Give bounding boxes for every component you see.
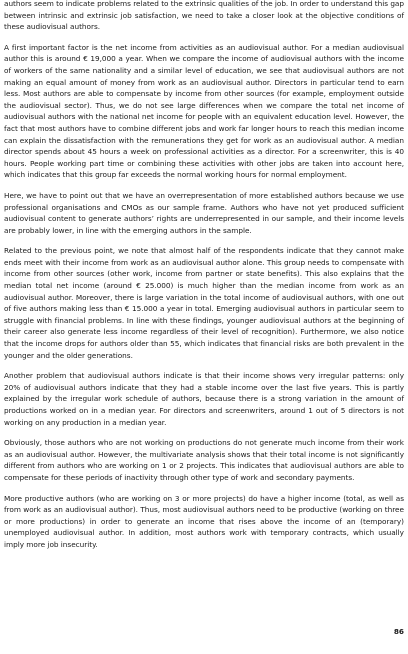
paragraph-intro-continued: authors seem to indicate problems related to the extrinsic qualities of the job. In order to understand this gap between intrinsic and extrinsic job satisfaction, we need to take a closer look at the objective conditions of these audiovisual authors.	[4, 0, 404, 32]
paragraph-making-ends-meet: Related to the previous point, we note that almost half of the respondents indicate that they cannot make ends meet with their income from work as an audiovisual author alone. This group needs to compensate with income from other sources (other work, income from partner or state benefits). This also explains that the median total net income (around € 25.000) is much higher than the median income from work as an audiovisual author. Moreover, there is large variation in the total income of audiovisual authors, with one out of five authors making less than € 15.000 a year in total. Emerging audiovisual authors in particular seem to struggle with financial problems. In line with these findings, younger audiovisual authors at the beginning of their career also generate less income regardless of their level of recognition). Furthermore, we also notice that the income drops for authors older than 55, which indicates that financial risks are both prevalent in the younger and the older generations.	[4, 246, 404, 360]
page-number: 86	[393, 627, 404, 636]
document-page	[4, 0, 404, 654]
paragraph-net-income: A first important factor is the net income from activities as an audiovisual author. For a median audiovisual author this is around € 19,000 a year. When we compare the income of audiovisual authors with the income of workers of the same nationality and a similar level of education, we see that audiovisual authors are not making an equal amount of money from work as an audiovisual author. Directors in particular tend to earn less. Most authors are able to compensate by income from other sources (for example, employment outside the audiovisual sector). Thus, we do not see large differences when we compare the total net income of audiovisual authors with the national net income for people with an equivalent education level. However, the fact that most authors have to combine different jobs and work far longer hours to reach this median income can explain the dissatisfaction with the remunerations they get for work as an audiovisual author. A median director spends about 45 hours a week on professional activities as a director. For a screenwriter, this is 40 hours. People working part time or combining these activities with other jobs are taken into account here, which indicates that this group far exceeds the normal working hours for normal employment.	[4, 42, 404, 180]
paragraph-productive-authors: More productive authors (who are working on 3 or more projects) do have a higher income (total, as well as from work as an audiovisual author). Thus, most audiovisual authors need to be productive (working on three or more productions) in order to generate an income that rises above the income of an (temporary) unemployed audiovisual author. In addition, most authors work with temporary contracts, which usually imply more job insecurity.	[4, 493, 404, 549]
paragraph-sample-overrepresentation: Here, we have to point out that we have an overrepresentation of more established authors because we use professional organisations and CMOs as our sample frame. Authors who have not yet produced sufficient audiovisual content to generate authors’ rights are underrepresented in our sample, and their income levels are probably lower, in line with the emerging authors in the sample.	[4, 190, 404, 235]
paragraph-inactivity-compensation: Obviously, those authors who are not working on productions do not generate much income from their work as an audiovisual author. However, the multivariate analysis shows that their total income is not significantly different from authors who are working on 1 or 2 projects. This indicates that audiovisual authors are able to compensate for these periods of inactivity through other type of work and secondary payments.	[4, 438, 404, 482]
paragraph-irregular-income: Another problem that audiovisual authors indicate is that their income shows very irregular patterns: only 20% of audiovisual authors indicate that they had a stable income over the last five years. This is partly explained by the irregular work schedule of authors, because there is a strong variation in the amount of productions worked on in a median year. For directors and screenwriters, around 1 out of 5 directors is not working on any production in a median year.	[4, 371, 404, 427]
